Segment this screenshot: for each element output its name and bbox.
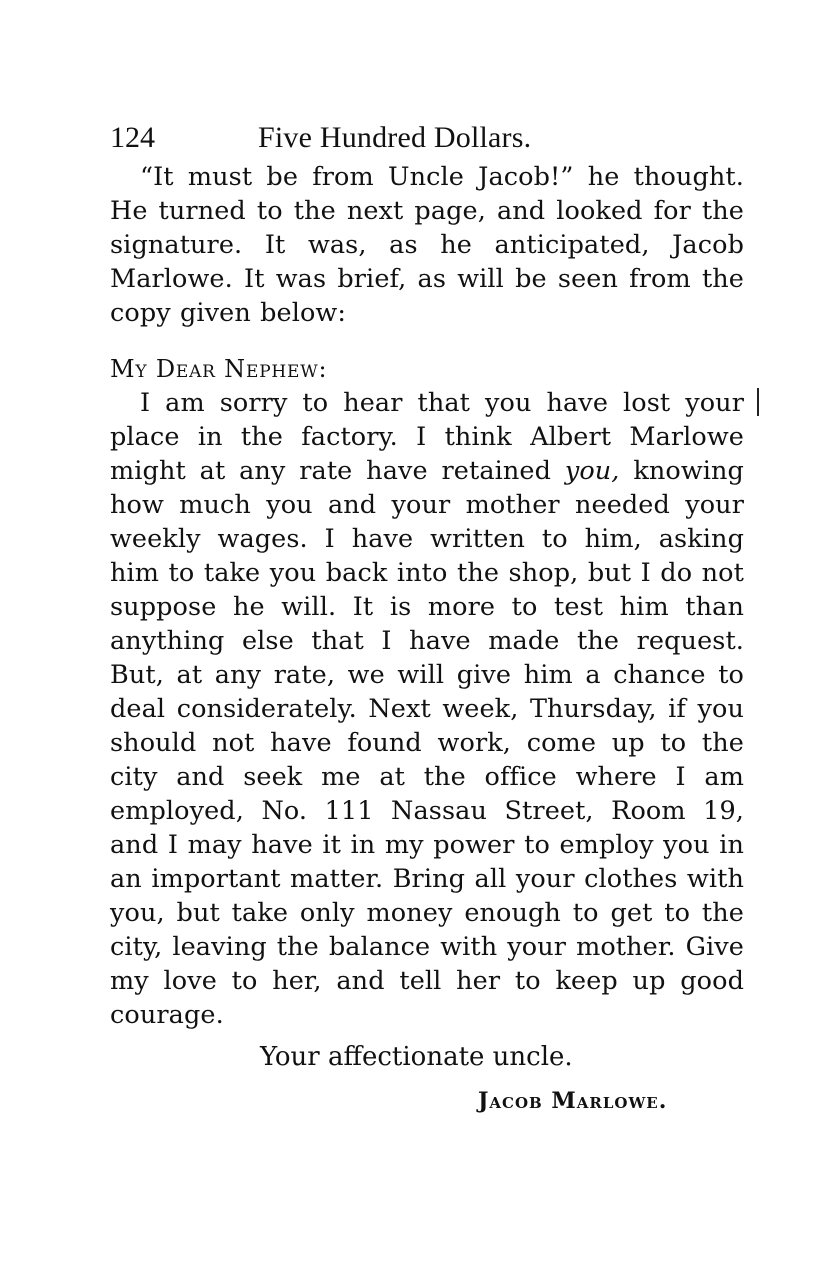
running-title: Five Hundred Dollars.	[258, 121, 532, 154]
letter-body-emphasis: you,	[564, 456, 620, 486]
letter-body-part-1: I am sorry to hear that you have lost your place in the factory. I think Albert Marlowe might at any rate have retained	[110, 388, 744, 486]
letter-body	[110, 386, 744, 1032]
letter-closing: Your affectionate uncle.	[260, 1042, 573, 1072]
running-head	[110, 118, 744, 158]
letter-salutation: My Dear Nephew:	[110, 355, 328, 383]
stray-print-mark	[757, 388, 759, 416]
narrative-paragraph: “It must be from Uncle Jacob!” he thought. He turned to the next page, and looked for the signature. It was, as he anticipated, Jacob Marlowe. It was brief, as will be seen from the copy given below:	[110, 162, 744, 328]
page-number: 124	[110, 121, 155, 154]
letter-signature: Jacob Marlowe.	[478, 1088, 668, 1114]
letter-body-part-2: knowing how much you and your mother needed your weekly wages. I have written to him, asking him to take you back into the shop, but I do not suppose he will. It is more to test him than anything else that I have made the request. But, at any rate, we will give him a chance to deal considerately. Next week, Thursday, if you should not have found work, come up to the city and seek me at the office where I am employed, No. 111 Nassau Street, Room 19, and I may have it in my power to employ you in an important matter. Bring all your clothes with you, but take only money enough to get to the city, leaving the balance with your mother. Give my love to her, and tell her to keep up good courage.	[110, 456, 744, 1030]
book-page	[110, 118, 744, 1118]
